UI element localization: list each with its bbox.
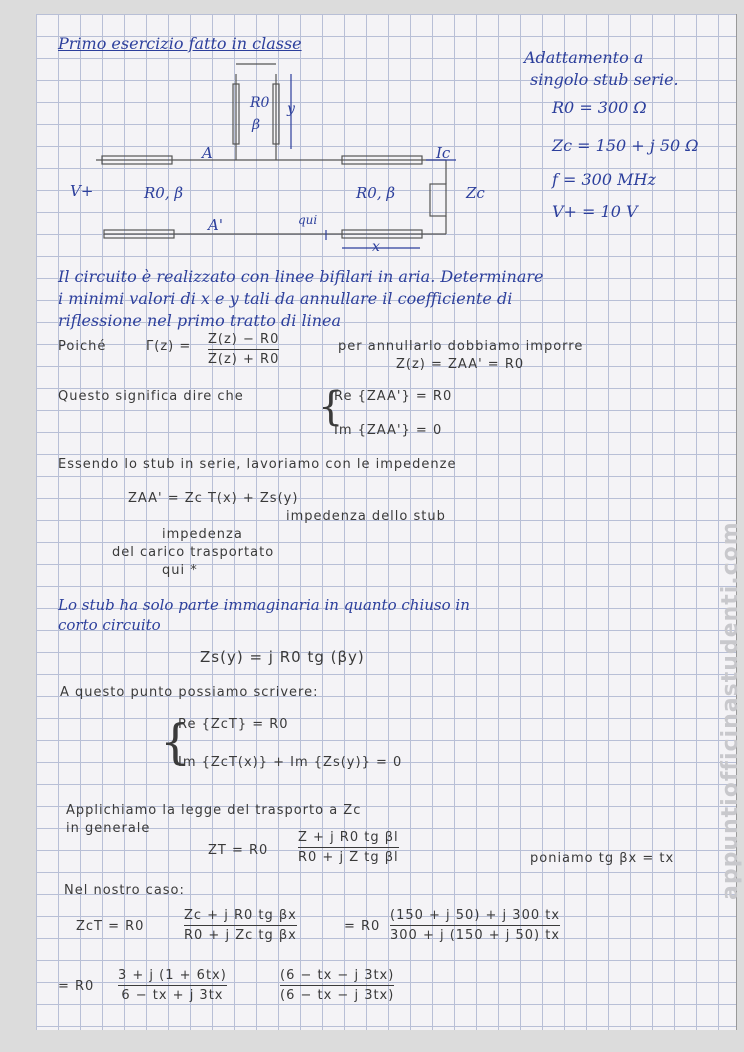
last1-den: 6 − tx + j 3tx xyxy=(121,988,224,1003)
zaa-eq: ZAA' = Zc T(x) + Zs(y) xyxy=(128,491,299,506)
watermark: appuntiofficinastudenti.com xyxy=(718,521,743,900)
zct2-fraction xyxy=(390,908,560,943)
imp-carico-3: qui * xyxy=(162,563,198,578)
subtitle-line2: singolo stub serie. xyxy=(530,70,679,89)
page-title: Primo esercizio fatto in classe xyxy=(58,34,302,53)
gamma-num: Z(z) − R0 xyxy=(208,332,280,347)
zt-fraction xyxy=(298,830,399,865)
imp-carico-1: impedenza xyxy=(162,527,243,542)
zt-num: Z + j R0 tg βl xyxy=(298,830,399,845)
zct2-den: 300 + j (150 + j 50) tx xyxy=(390,928,561,943)
given-zc: Zc = 150 + j 50 Ω xyxy=(552,136,699,155)
imp-carico-2: del carico trasportato xyxy=(112,545,275,560)
zt-lhs: ZT = R0 xyxy=(208,843,269,858)
poniamo-text: poniamo tg βx = tx xyxy=(530,851,675,866)
in-generale-text: in generale xyxy=(66,821,151,836)
problem-line2: i minimi valori di x e y tali da annullare il coefficiente di xyxy=(58,289,513,308)
label-stub-beta: β xyxy=(252,117,261,133)
circuit-diagram xyxy=(36,14,476,264)
condition-eq: Z(z) = ZAA' = R0 xyxy=(396,357,525,372)
label-qui: qui xyxy=(298,213,318,227)
annullarlo-text: per annullarlo dobbiamo imporre xyxy=(338,339,584,354)
label-zc: Zc xyxy=(466,184,485,202)
problem-line1: Il circuito è realizzato con linee bifilari in aria. Determinare xyxy=(58,267,544,286)
essendo-text: Essendo lo stub in serie, lavoriamo con le impedenze xyxy=(58,457,457,472)
significa-text: Questo significa dire che xyxy=(58,389,244,404)
poiche-label: Poiché xyxy=(58,339,107,354)
given-vplus: V+ = 10 V xyxy=(552,202,638,221)
last2-den: (6 − tx − j 3tx) xyxy=(280,988,395,1003)
label-line1: R0, β xyxy=(144,184,184,202)
zct2-num: (150 + j 50) + j 300 tx xyxy=(390,908,561,923)
label-a: A xyxy=(202,144,213,162)
gamma-lhs: Γ(z) = xyxy=(146,339,192,354)
label-stub: R0 xyxy=(250,95,270,111)
re2-eq: Re {ZcT} = R0 xyxy=(178,717,289,732)
re-eq: Re {ZAA'} = R0 xyxy=(334,389,453,404)
notebook-page xyxy=(36,14,737,1030)
label-a-prime: A' xyxy=(208,216,223,234)
stub-line1: Lo stub ha solo parte immaginaria in quanto chiuso in xyxy=(58,596,470,614)
last-lhs: = R0 xyxy=(58,979,95,994)
im2-eq: Im {ZcT(x)} + Im {Zs(y)} = 0 xyxy=(178,755,403,770)
label-ic: Ic xyxy=(436,144,451,162)
zct-lhs: ZcT = R0 xyxy=(76,919,145,934)
zct-num: Zc + j R0 tg βx xyxy=(184,908,297,923)
last2-fraction xyxy=(280,968,394,1003)
brace-2: { xyxy=(160,714,191,770)
nel-caso-text: Nel nostro caso: xyxy=(64,883,185,898)
applichiamo-text: Applichiamo la legge del trasporto a Zc xyxy=(66,803,362,818)
last1-fraction xyxy=(118,968,227,1003)
given-r0: R0 = 300 Ω xyxy=(552,98,647,117)
gamma-fraction xyxy=(208,332,279,367)
imp-stub: impedenza dello stub xyxy=(286,509,446,524)
stub-line2: corto circuito xyxy=(58,616,161,634)
zt-den: R0 + j Z tg βl xyxy=(298,850,399,865)
label-vplus: V+ xyxy=(70,182,94,200)
gamma-den: Z(z) + R0 xyxy=(208,352,280,367)
zct-den: R0 + j Zc tg βx xyxy=(184,928,297,943)
im-eq: Im {ZAA'} = 0 xyxy=(334,423,443,438)
brace-1: { xyxy=(318,384,344,430)
label-x: x xyxy=(372,239,380,255)
zct-mid: = R0 xyxy=(344,919,381,934)
zs-eq: Zs(y) = j R0 tg (βy) xyxy=(200,648,365,666)
label-y: y xyxy=(287,101,295,117)
scrivere-text: A questo punto possiamo scrivere: xyxy=(60,685,319,700)
last1-num: 3 + j (1 + 6tx) xyxy=(118,968,227,983)
subtitle-line1: Adattamento a xyxy=(524,48,644,67)
last2-num: (6 − tx − j 3tx) xyxy=(280,968,395,983)
given-f: f = 300 MHz xyxy=(552,170,656,189)
label-line2: R0, β xyxy=(356,184,396,202)
problem-line3: riflessione nel primo tratto di linea xyxy=(58,311,341,330)
zct-fraction xyxy=(184,908,297,943)
